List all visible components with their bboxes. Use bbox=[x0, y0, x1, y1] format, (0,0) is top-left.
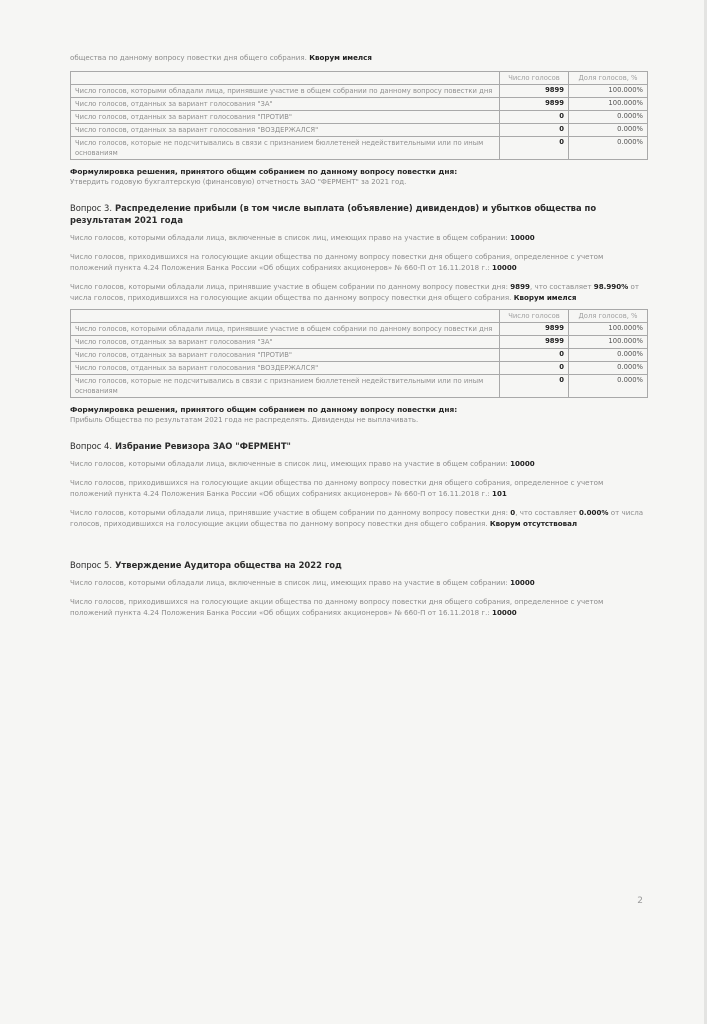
q2-decision-heading: Формулировка решения, принятого общим собранием по данному вопросу повестки дня: bbox=[70, 167, 458, 176]
q3-heading: Вопрос 3. Распределение прибыли (в том числе выплата (объявление) дивидендов) и убытков общества по результатам 2021 года bbox=[70, 203, 597, 225]
q2-decision-text: Утвердить годовую бухгалтерскую (финансовую) отчетность ЗАО "ФЕРМЕНТ" за 2021 год. bbox=[70, 178, 407, 186]
table-row: Число голосов, отданных за вариант голосования "ВОЗДЕРЖАЛСЯ" 0 0.000% bbox=[71, 124, 648, 137]
q3-decision-text: Прибыль Общества по результатам 2021 года не распределять. Дивиденды не выплачивать. bbox=[70, 416, 419, 424]
q2-quorum-status: Кворум имелся bbox=[309, 53, 372, 62]
q4-voters-total: Число голосов, которыми обладали лица, включенные в список лиц, имеющих право на участие в общем собрании: 10000 bbox=[70, 459, 535, 468]
q4-heading: Вопрос 4. Избрание Ревизора ЗАО "ФЕРМЕНТ" bbox=[70, 441, 291, 451]
col-votes-header: Число голосов bbox=[500, 72, 569, 85]
col-votes-header: Число голосов bbox=[500, 310, 569, 323]
q3-voting-shares: Число голосов, приходившихся на голосующие акции общества по данному вопросу повестки дня общего собрания, определенное с учетом положений пункта 4.24 Положения Банка России «Об общих собраниях акционеров» № 660-П от 16.11.2018 г.: 10000 bbox=[70, 252, 604, 272]
page-number: 2 bbox=[637, 896, 643, 906]
q4-participation: Число голосов, которыми обладали лица, принявшие участие в общем собрании по данному вопросу повестки дня: 0, что составляет 0.000% от числа голосов, приходившихся на голосующие акции общества по данному вопросу повестки дня общего собрания. Кворум отсутствовал bbox=[70, 508, 644, 528]
table-row: Число голосов, отданных за вариант голосования "ВОЗДЕРЖАЛСЯ" 0 0.000% bbox=[71, 362, 648, 375]
q3-decision-heading: Формулировка решения, принятого общим собранием по данному вопросу повестки дня: bbox=[70, 405, 458, 414]
table-row: Число голосов, отданных за вариант голосования "ЗА" 9899 100.000% bbox=[71, 98, 648, 111]
q3-votes-table bbox=[70, 309, 648, 398]
table-row: Число голосов, которыми обладали лица, принявшие участие в общем собрании по данному вопросу повестки дня 9899 100.000% bbox=[71, 323, 648, 336]
table-header-row bbox=[71, 310, 648, 323]
document-content bbox=[70, 52, 648, 626]
table-row: Число голосов, которыми обладали лица, принявшие участие в общем собрании по данному вопросу повестки дня 9899 100.000% bbox=[71, 85, 648, 98]
table-row: Число голосов, которые не подсчитывались в связи с признанием бюллетеней недействительными или по иным основаниям 0 0.000% bbox=[71, 375, 648, 398]
q4-quorum-status: Кворум отсутствовал bbox=[489, 519, 578, 528]
table-row: Число голосов, отданных за вариант голосования "ПРОТИВ" 0 0.000% bbox=[71, 111, 648, 124]
q3-voters-total: Число голосов, которыми обладали лица, включенные в список лиц, имеющих право на участие в общем собрании: 10000 bbox=[70, 233, 535, 242]
table-header-row bbox=[71, 72, 648, 85]
col-share-header: Доля голосов, % bbox=[569, 310, 648, 323]
q5-heading: Вопрос 5. Утверждение Аудитора общества на 2022 год bbox=[70, 560, 342, 570]
table-row: Число голосов, которые не подсчитывались в связи с признанием бюллетеней недействительными или по иным основаниям 0 0.000% bbox=[71, 137, 648, 160]
table-row: Число голосов, отданных за вариант голосования "ПРОТИВ" 0 0.000% bbox=[71, 349, 648, 362]
table-row: Число голосов, отданных за вариант голосования "ЗА" 9899 100.000% bbox=[71, 336, 648, 349]
q2-quorum-line: общества по данному вопросу повестки дня общего собрания. Кворум имелся bbox=[70, 53, 372, 62]
q2-votes-table bbox=[70, 71, 648, 160]
col-share-header: Доля голосов, % bbox=[569, 72, 648, 85]
q3-participation: Число голосов, которыми обладали лица, принявшие участие в общем собрании по данному вопросу повестки дня: 9899, что составляет 98.990% от числа голосов, приходившихся на голосующие акции общества по данному вопросу повестки дня общего собрания. Кворум имелся bbox=[70, 282, 640, 302]
q3-quorum-status: Кворум имелся bbox=[513, 293, 577, 302]
q5-voting-shares: Число голосов, приходившихся на голосующие акции общества по данному вопросу повестки дня общего собрания, определенное с учетом положений пункта 4.24 Положения Банка России «Об общих собраниях акционеров» № 660-П от 16.11.2018 г.: 10000 bbox=[70, 597, 604, 617]
q5-voters-total: Число голосов, которыми обладали лица, включенные в список лиц, имеющих право на участие в общем собрании: 10000 bbox=[70, 578, 535, 587]
q4-voting-shares: Число голосов, приходившихся на голосующие акции общества по данному вопросу повестки дня общего собрания, определенное с учетом положений пункта 4.24 Положения Банка России «Об общих собраниях акционеров» № 660-П от 16.11.2018 г.: 101 bbox=[70, 478, 604, 498]
